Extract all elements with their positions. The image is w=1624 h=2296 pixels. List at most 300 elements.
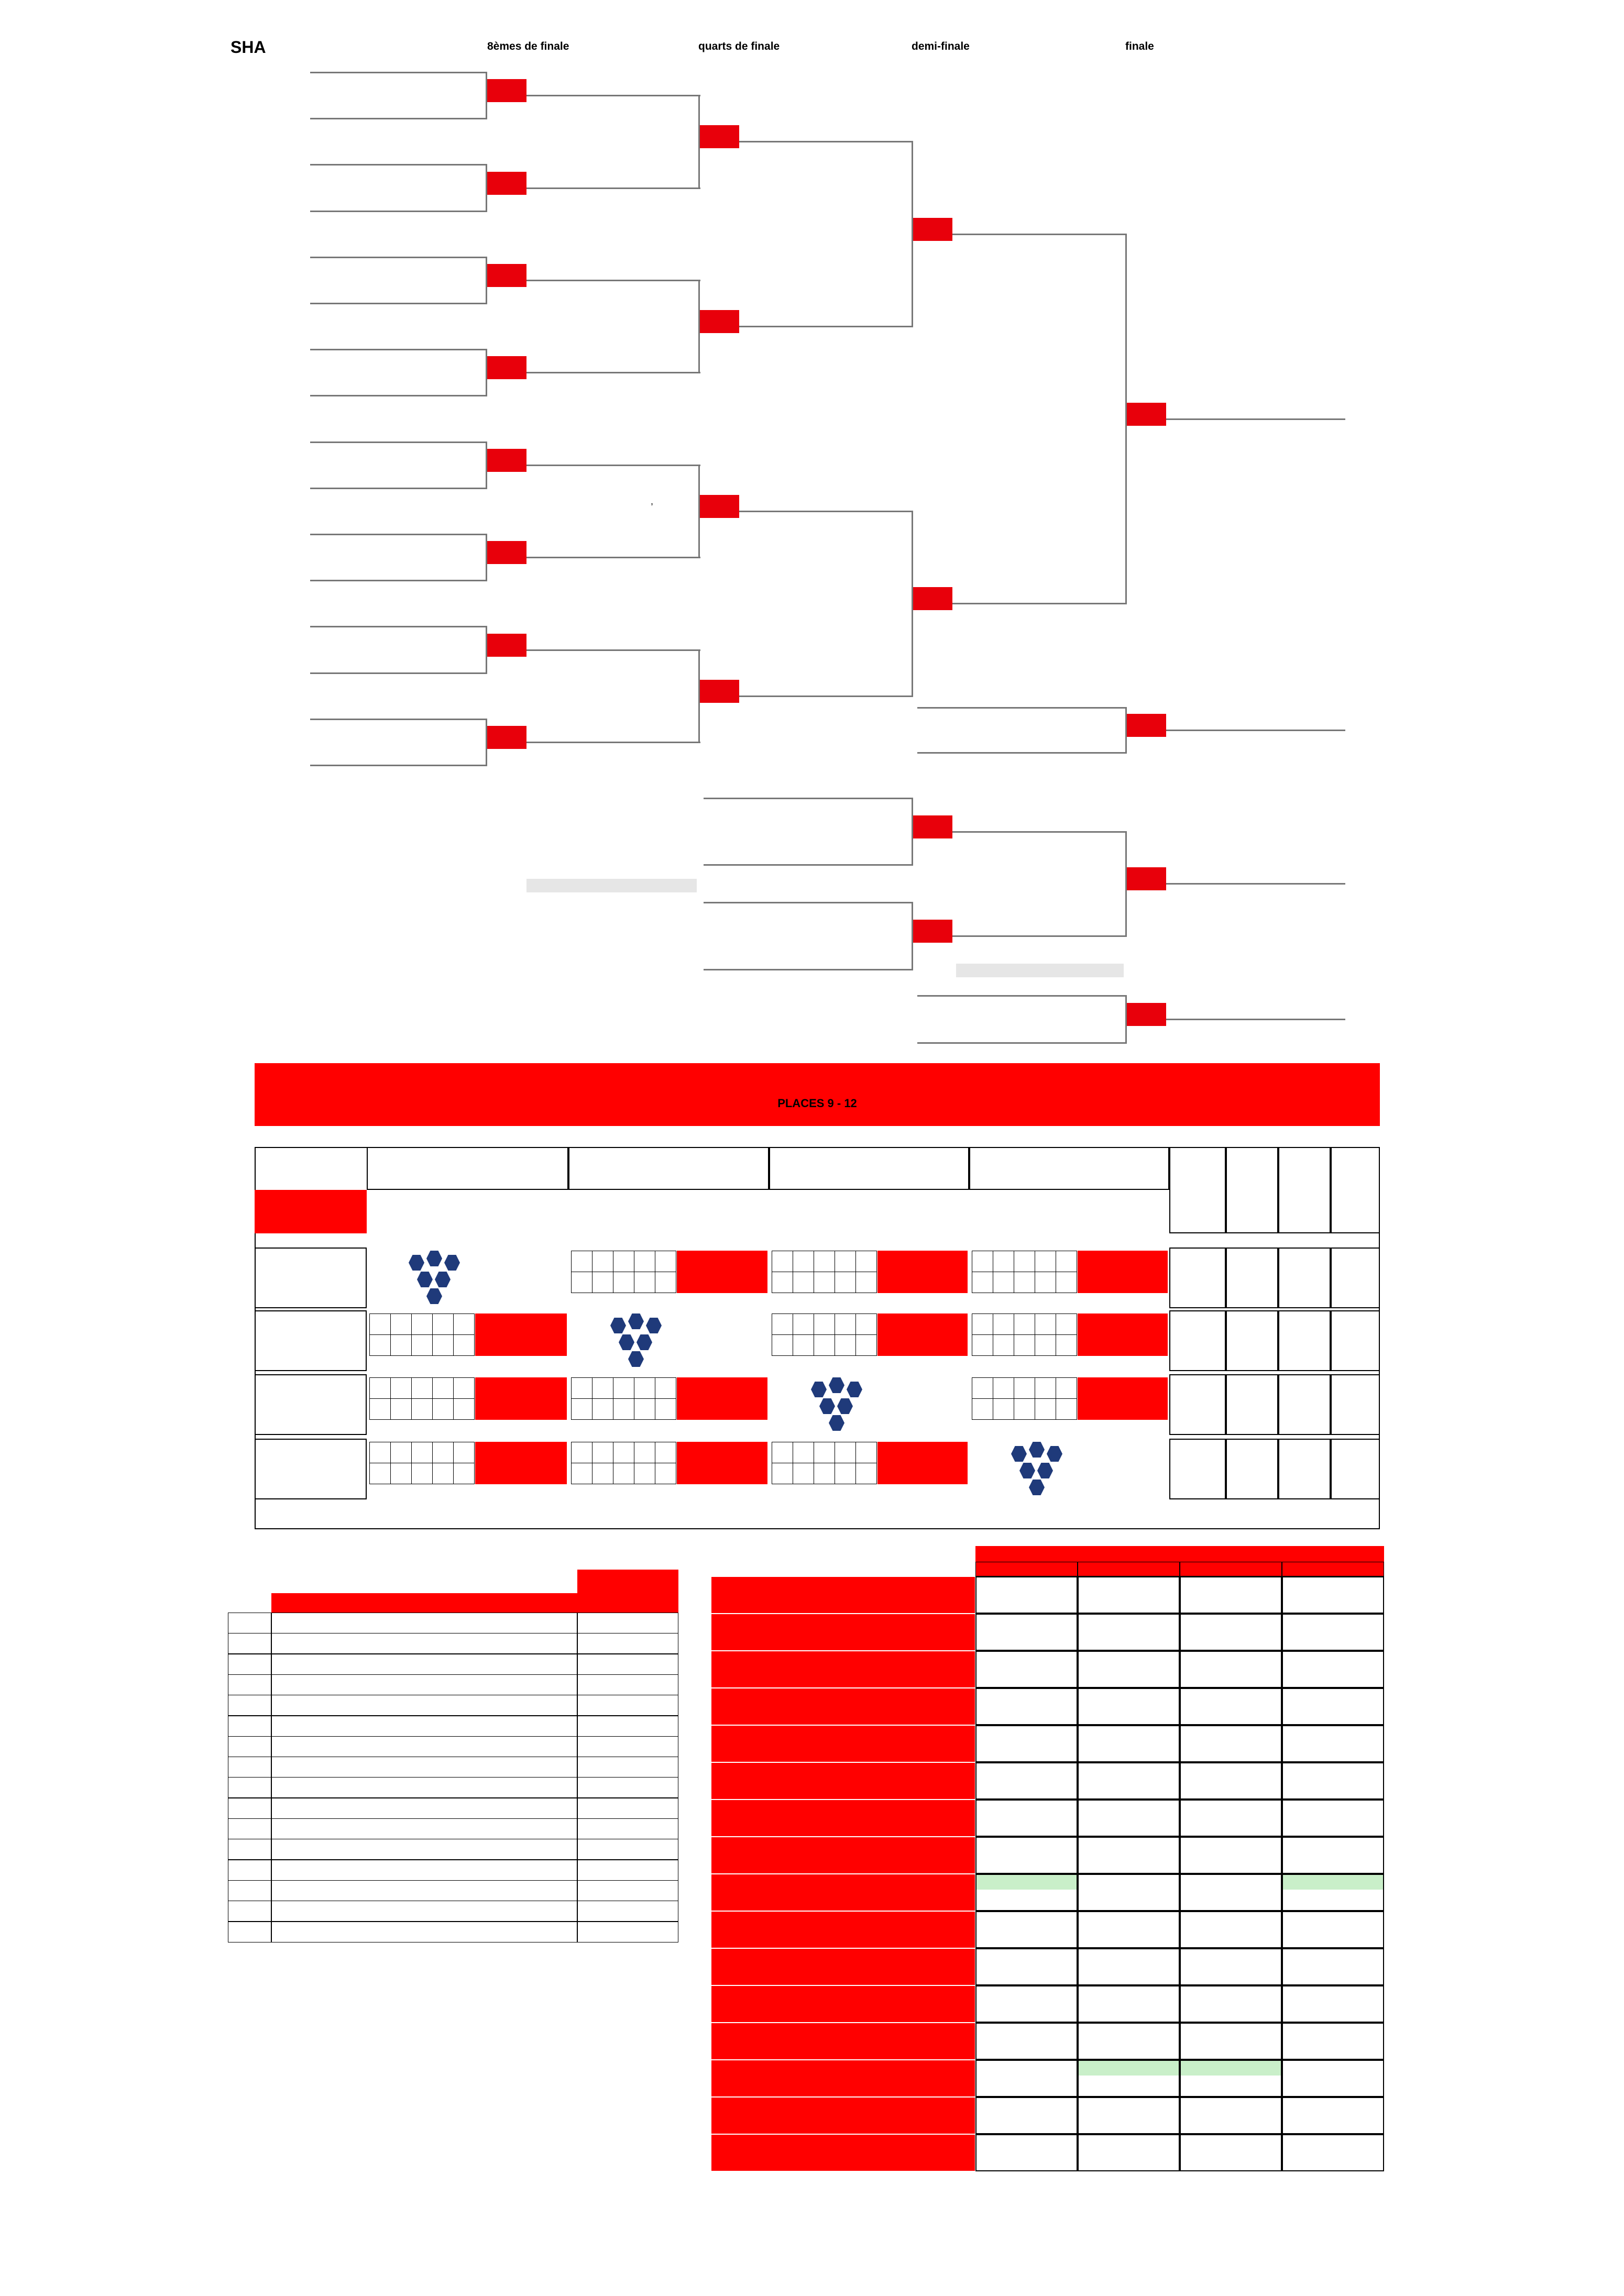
logo-hexagon — [1047, 1446, 1062, 1462]
pct-cell — [975, 2097, 1078, 2134]
score-cell — [613, 1398, 634, 1420]
score-cell — [592, 1251, 613, 1272]
pct-name-cell — [711, 2023, 975, 2060]
score-cell — [432, 1442, 454, 1463]
score-cell — [993, 1313, 1014, 1335]
bracket-line — [704, 969, 912, 970]
bracket-line — [310, 72, 487, 73]
rr-stat-cell — [1278, 1248, 1331, 1308]
score-cell — [655, 1377, 676, 1399]
score-cell — [1035, 1377, 1056, 1399]
rank-pts-cell — [577, 1922, 678, 1942]
score-red-block — [475, 1313, 567, 1356]
round-header-r16: 8èmes de finale — [487, 40, 569, 52]
logo-hexagon — [1029, 1480, 1045, 1495]
rank-pts-cell — [577, 1860, 678, 1881]
score-cell — [411, 1377, 433, 1399]
score-cell — [432, 1334, 454, 1356]
bracket-line — [310, 441, 487, 443]
rr-stat-cell — [1169, 1374, 1226, 1435]
match-box — [913, 920, 952, 943]
score-cell — [993, 1377, 1014, 1399]
logo-hexagon — [426, 1251, 442, 1266]
score-cell — [835, 1442, 856, 1463]
pct-cell — [1078, 1651, 1180, 1688]
pct-cell — [1180, 1576, 1282, 1614]
stray-mark: , — [651, 496, 654, 506]
score-cell — [390, 1334, 412, 1356]
rr-col-header — [769, 1147, 969, 1190]
pct-sport-header-bg — [975, 1562, 1078, 1576]
pct-highlight — [1283, 1875, 1383, 1890]
pct-sport-header-bg — [1078, 1562, 1180, 1576]
bracket-line — [310, 164, 487, 165]
pct-cell — [975, 1762, 1078, 1800]
score-cell — [432, 1313, 454, 1335]
rank-pos-cell — [228, 1818, 271, 1839]
pct-cell — [975, 1688, 1078, 1725]
rank-pts-cell — [577, 1633, 678, 1654]
match-box — [487, 79, 526, 102]
match-box — [1127, 403, 1166, 426]
score-cell — [571, 1377, 592, 1399]
score-cell — [592, 1398, 613, 1420]
pct-cell — [1282, 1651, 1384, 1688]
score-cell — [793, 1251, 814, 1272]
racketlon-france-logo — [610, 1308, 736, 1371]
score-cell — [655, 1398, 676, 1420]
match-box — [700, 310, 739, 333]
pct-cell — [1078, 1800, 1180, 1837]
score-cell — [1056, 1334, 1077, 1356]
rank-name-cell — [271, 1922, 577, 1942]
pct-name-cell — [711, 1985, 975, 2023]
rank-pos-cell — [228, 1757, 271, 1778]
score-cell — [390, 1377, 412, 1399]
score-cell — [793, 1334, 814, 1356]
score-cell — [793, 1272, 814, 1293]
rank-pts-cell — [577, 1901, 678, 1922]
pct-cell — [1180, 1762, 1282, 1800]
rank-name-cell — [271, 1860, 577, 1881]
rr-stat-col — [1226, 1147, 1278, 1233]
score-cell — [1014, 1251, 1035, 1272]
score-cell — [814, 1313, 835, 1335]
score-cell — [634, 1272, 655, 1293]
pct-cell — [1078, 1576, 1180, 1614]
match-box — [487, 541, 526, 564]
logo-hexagon — [1011, 1446, 1027, 1462]
pct-name-cell — [711, 1576, 975, 1614]
pct-name-cell — [711, 1614, 975, 1651]
score-cell — [571, 1463, 592, 1484]
rank-name-cell — [271, 1757, 577, 1778]
pct-cell — [1282, 1985, 1384, 2023]
bracket-line — [704, 798, 912, 799]
bracket-line — [917, 752, 1125, 754]
pct-name-cell — [711, 1688, 975, 1725]
score-cell — [1056, 1313, 1077, 1335]
pct-cell — [975, 1837, 1078, 1874]
pct-cell — [975, 1576, 1078, 1614]
match-box — [1127, 1003, 1166, 1026]
score-cell — [855, 1251, 877, 1272]
score-cell — [571, 1398, 592, 1420]
score-cell — [571, 1251, 592, 1272]
pct-name-cell — [711, 1948, 975, 1985]
logo-hexagon — [829, 1415, 844, 1431]
bracket-line — [704, 864, 912, 866]
pct-name-cell — [711, 1911, 975, 1948]
score-red-block — [677, 1377, 767, 1420]
score-cell — [369, 1313, 391, 1335]
pct-cell — [975, 2023, 1078, 2060]
rr-stat-cell — [1226, 1439, 1278, 1499]
rank-pos-cell — [228, 1922, 271, 1942]
score-cell — [855, 1272, 877, 1293]
places-7-8-label — [956, 964, 1124, 977]
pct-cell — [975, 1800, 1078, 1837]
logo-hexagon — [646, 1318, 662, 1333]
match-box — [913, 587, 952, 610]
rank-name-cell — [271, 1901, 577, 1922]
pct-cell — [1180, 1614, 1282, 1651]
pct-cell — [1282, 2023, 1384, 2060]
rank-pts-cell — [577, 1674, 678, 1695]
rank-name-cell — [271, 1613, 577, 1633]
score-cell — [835, 1334, 856, 1356]
score-cell — [432, 1398, 454, 1420]
pct-name-cell — [711, 1874, 975, 1911]
score-cell — [592, 1442, 613, 1463]
match-box — [487, 264, 526, 287]
pct-cell — [1078, 1762, 1180, 1800]
score-cell — [613, 1442, 634, 1463]
score-cell — [1014, 1272, 1035, 1293]
score-cell — [1035, 1334, 1056, 1356]
rank-pts-cell — [577, 1736, 678, 1757]
bracket-line — [310, 257, 487, 258]
logo-hexagon — [435, 1272, 451, 1287]
pct-cell — [975, 1651, 1078, 1688]
score-cell — [814, 1334, 835, 1356]
pct-cell — [1180, 1948, 1282, 1985]
rank-name-cell — [271, 1654, 577, 1675]
score-cell — [772, 1313, 793, 1335]
rank-pts-cell — [577, 1839, 678, 1860]
score-cell — [772, 1334, 793, 1356]
rank-name-cell — [271, 1880, 577, 1901]
pct-cell — [1180, 1985, 1282, 2023]
rr-col-header — [568, 1147, 769, 1190]
logo-hexagon — [811, 1382, 827, 1397]
pct-cell — [1180, 1874, 1282, 1911]
pct-cell — [975, 1985, 1078, 2023]
logo-hexagon — [1037, 1463, 1053, 1478]
score-cell — [1056, 1272, 1077, 1293]
pct-cell — [1078, 1614, 1180, 1651]
score-cell — [634, 1442, 655, 1463]
rank-pts-cell — [577, 1798, 678, 1819]
score-cell — [453, 1442, 475, 1463]
rank-pos-cell — [228, 1654, 271, 1675]
score-cell — [1014, 1334, 1035, 1356]
score-cell — [411, 1398, 433, 1420]
pct-cell — [1282, 1837, 1384, 1874]
rank-pts-cell — [577, 1695, 678, 1716]
match-box — [700, 125, 739, 148]
rr-stat-cell — [1169, 1248, 1226, 1308]
match-box — [487, 172, 526, 195]
rr-stat-col — [1169, 1147, 1226, 1233]
score-cell — [793, 1463, 814, 1484]
score-cell — [432, 1463, 454, 1484]
pct-cell — [1078, 1948, 1180, 1985]
pct-cell — [1078, 1985, 1180, 2023]
pct-cell — [1078, 2023, 1180, 2060]
pct-name-cell — [711, 2060, 975, 2097]
pct-cell — [1282, 1576, 1384, 1614]
places-5-8-label — [526, 879, 697, 892]
pct-cell — [1078, 2134, 1180, 2171]
score-cell — [453, 1398, 475, 1420]
score-cell — [1056, 1398, 1077, 1420]
rank-pts-cell — [577, 1777, 678, 1798]
score-cell — [835, 1463, 856, 1484]
pct-name-cell — [711, 1837, 975, 1874]
score-red-block — [877, 1313, 968, 1356]
pct-cell — [1282, 2060, 1384, 2097]
pct-cell — [1282, 1688, 1384, 1725]
pct-cell — [1282, 1911, 1384, 1948]
score-cell — [369, 1334, 391, 1356]
bracket-line — [310, 488, 487, 489]
rank-name-cell — [271, 1716, 577, 1737]
bracket-line — [917, 707, 1125, 709]
bracket-line — [310, 534, 487, 535]
pct-name-cell — [711, 2134, 975, 2171]
rr-stat-cell — [1169, 1310, 1226, 1371]
score-cell — [1035, 1313, 1056, 1335]
rank-name-cell — [271, 1736, 577, 1757]
rank-pts-cell — [577, 1613, 678, 1633]
logo-hexagon — [1019, 1463, 1035, 1478]
score-cell — [571, 1272, 592, 1293]
rr-row-header — [255, 1439, 367, 1499]
rank-name-cell — [271, 1798, 577, 1819]
logo-hexagon — [637, 1334, 652, 1350]
rank-pos-cell — [228, 1633, 271, 1654]
rr-stat-cell — [1331, 1248, 1380, 1308]
rank-pts-cell — [577, 1654, 678, 1675]
score-cell — [369, 1377, 391, 1399]
round-header-sf: demi-finale — [912, 40, 970, 52]
pct-cell — [1078, 1837, 1180, 1874]
logo-hexagon — [610, 1318, 626, 1333]
rr-stat-cell — [1331, 1439, 1380, 1499]
score-cell — [592, 1463, 613, 1484]
bracket-line — [310, 303, 487, 304]
score-cell — [835, 1272, 856, 1293]
logo-hexagon — [409, 1255, 424, 1271]
pct-cell — [1180, 1911, 1282, 1948]
pct-cell — [1282, 1762, 1384, 1800]
score-cell — [1056, 1251, 1077, 1272]
places-9-12-banner — [255, 1063, 1380, 1126]
score-cell — [453, 1377, 475, 1399]
pct-cell — [975, 2060, 1078, 2097]
rank-pts-cell — [577, 1818, 678, 1839]
score-red-block — [1078, 1251, 1168, 1293]
score-cell — [390, 1313, 412, 1335]
bracket-line — [310, 626, 487, 627]
score-cell — [1014, 1377, 1035, 1399]
pct-cell — [1282, 2134, 1384, 2171]
score-cell — [972, 1377, 993, 1399]
score-cell — [993, 1398, 1014, 1420]
bracket-line — [310, 395, 487, 396]
score-cell — [613, 1463, 634, 1484]
score-cell — [814, 1272, 835, 1293]
rank-pos-cell — [228, 1839, 271, 1860]
rank-name-cell — [271, 1818, 577, 1839]
score-cell — [772, 1463, 793, 1484]
pct-cell — [1180, 1688, 1282, 1725]
score-cell — [814, 1251, 835, 1272]
bracket-line — [310, 580, 487, 581]
pct-sport-header-bg — [1282, 1562, 1384, 1576]
score-cell — [772, 1272, 793, 1293]
round-header-qf: quarts de finale — [698, 40, 780, 52]
score-cell — [972, 1251, 993, 1272]
rr-stat-col — [1278, 1147, 1331, 1233]
bracket-line — [310, 672, 487, 674]
score-cell — [855, 1313, 877, 1335]
score-cell — [993, 1334, 1014, 1356]
rank-pts-cell — [577, 1716, 678, 1737]
racketlon-france-logo — [409, 1245, 534, 1308]
rank-name-cell — [271, 1695, 577, 1716]
bracket-line — [310, 765, 487, 766]
score-cell — [634, 1463, 655, 1484]
match-box — [487, 726, 526, 749]
score-cell — [432, 1377, 454, 1399]
rank-pos-cell — [228, 1798, 271, 1819]
score-cell — [835, 1313, 856, 1335]
score-red-block — [475, 1377, 567, 1420]
rr-stat-cell — [1278, 1439, 1331, 1499]
score-cell — [993, 1251, 1014, 1272]
racketlon-france-logo — [1011, 1437, 1137, 1499]
pct-cell — [1282, 1800, 1384, 1837]
logo-hexagon — [628, 1313, 644, 1329]
pct-cell — [1180, 1800, 1282, 1837]
pct-cell — [1282, 1948, 1384, 1985]
score-cell — [793, 1313, 814, 1335]
rank-name-cell — [271, 1839, 577, 1860]
score-cell — [634, 1251, 655, 1272]
score-cell — [855, 1334, 877, 1356]
rr-stat-cell — [1331, 1310, 1380, 1371]
score-red-block — [677, 1442, 767, 1484]
rank-pos-cell — [228, 1901, 271, 1922]
racketlon-france-logo — [811, 1372, 937, 1435]
rr-stat-cell — [1278, 1374, 1331, 1435]
score-cell — [613, 1251, 634, 1272]
logo-hexagon — [819, 1398, 835, 1414]
rank-pts-cell — [577, 1880, 678, 1901]
score-red-block — [1078, 1313, 1168, 1356]
logo-hexagon — [628, 1351, 644, 1367]
score-cell — [571, 1442, 592, 1463]
score-cell — [390, 1463, 412, 1484]
score-cell — [993, 1272, 1014, 1293]
logo-hexagon — [847, 1382, 862, 1397]
score-cell — [411, 1442, 433, 1463]
logo-hexagon — [444, 1255, 460, 1271]
pct-title-bg — [975, 1546, 1384, 1562]
logo-hexagon — [619, 1334, 634, 1350]
pct-highlight — [1079, 2061, 1179, 2076]
rank-name-cell — [271, 1777, 577, 1798]
pct-cell — [1282, 1614, 1384, 1651]
pct-cell — [1078, 1688, 1180, 1725]
bracket-line — [917, 1042, 1125, 1044]
bracket-line — [310, 211, 487, 212]
score-cell — [369, 1398, 391, 1420]
classement-title-bg — [271, 1593, 577, 1613]
score-cell — [1035, 1251, 1056, 1272]
logo-hexagon — [426, 1288, 442, 1304]
score-cell — [855, 1442, 877, 1463]
score-red-block — [1078, 1377, 1168, 1420]
rank-pos-cell — [228, 1880, 271, 1901]
pct-name-cell — [711, 1762, 975, 1800]
logo-hexagon — [837, 1398, 853, 1414]
bracket-line — [310, 349, 487, 350]
bracket-line — [310, 719, 487, 720]
rr-col-header — [367, 1147, 568, 1190]
rr-row-header — [255, 1248, 367, 1308]
pct-cell — [1180, 2134, 1282, 2171]
score-cell — [411, 1313, 433, 1335]
match-box — [1127, 867, 1166, 890]
rr-stat-cell — [1278, 1310, 1331, 1371]
match-box — [913, 218, 952, 241]
score-cell — [772, 1442, 793, 1463]
bracket-title: SHA — [231, 38, 266, 57]
match-box — [1127, 714, 1166, 737]
match-box — [700, 495, 739, 518]
score-cell — [613, 1272, 634, 1293]
pct-name-cell — [711, 1651, 975, 1688]
points-header-bg — [577, 1570, 678, 1613]
pct-cell — [1180, 2023, 1282, 2060]
rr-stat-cell — [1226, 1374, 1278, 1435]
score-red-block — [677, 1251, 767, 1293]
score-cell — [1035, 1272, 1056, 1293]
score-cell — [972, 1334, 993, 1356]
pct-cell — [975, 2134, 1078, 2171]
bracket-line — [917, 995, 1125, 997]
rr-col-header — [969, 1147, 1169, 1190]
score-cell — [655, 1463, 676, 1484]
score-cell — [592, 1377, 613, 1399]
rank-pos-cell — [228, 1777, 271, 1798]
score-cell — [1056, 1377, 1077, 1399]
pct-cell — [1180, 1837, 1282, 1874]
pct-cell — [1078, 1911, 1180, 1948]
